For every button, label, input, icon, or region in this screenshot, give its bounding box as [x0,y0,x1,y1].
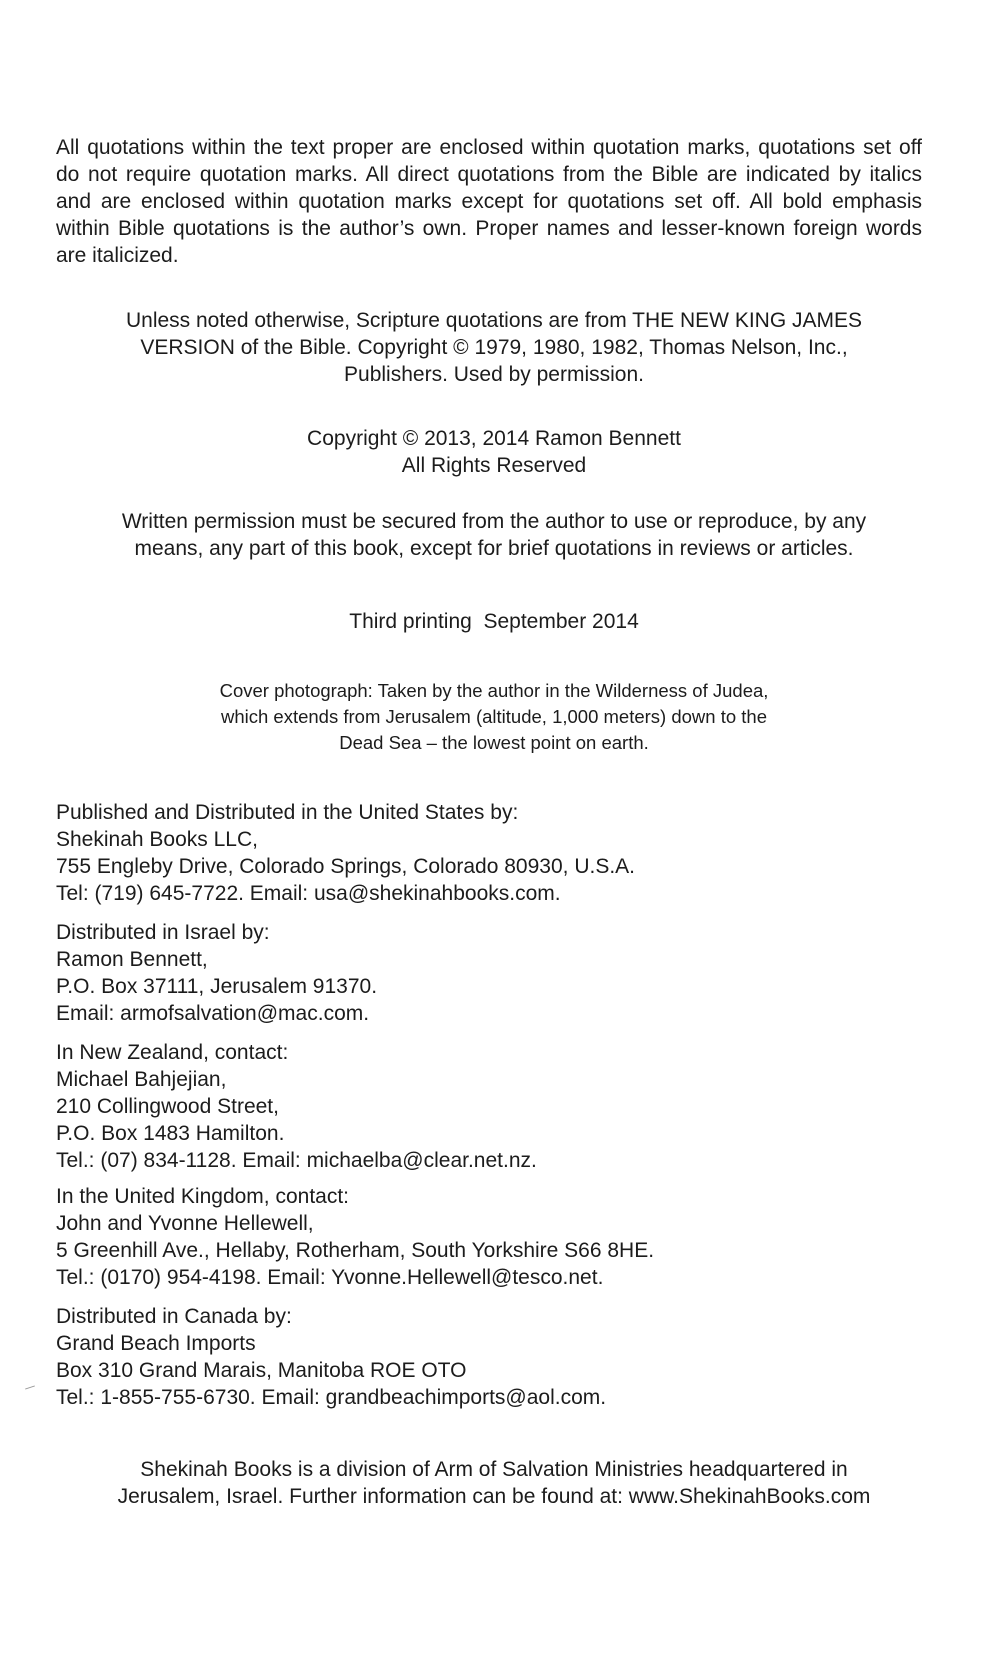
permission-line: Written permission must be secured from the author to use or reproduce, by any [121,510,867,533]
distributor-heading: Published and Distributed in the United States by: [56,801,519,824]
scan-mark [25,1385,35,1389]
distributor-contact: Email: armofsalvation@mac.com. [56,1002,370,1025]
distributor-canada [56,1303,922,1411]
distributor-israel [56,919,922,1027]
distributor-name: John and Yvonne Hellewell, [56,1212,314,1235]
distributor-name: Shekinah Books LLC, [56,828,258,851]
permission-notice [40,508,948,562]
printing-notice [40,608,948,635]
permission-line: means, any part of this book, except for brief quotations in reviews or articles. [134,537,854,560]
distributor-address: P.O. Box 1483 Hamilton. [56,1122,285,1145]
distributor-name: Grand Beach Imports [56,1332,256,1355]
cover-photo-credit [40,678,948,756]
distributor-united-kingdom [56,1183,922,1291]
footer-line: Shekinah Books is a division of Arm of Salvation Ministries headquartered in [140,1458,848,1481]
distributor-name: Ramon Bennett, [56,948,208,971]
distributor-contact: Tel.: (07) 834-1128. Email: michaelba@clear.net.nz. [56,1149,537,1172]
quotations-paragraph-text: All quotations within the text proper are enclosed within quotation marks, quotations set off do not require quotation marks. All direct quotations from the Bible are indicated by italics and are enclosed within quotation marks except for quotations set off. All bold emphasis within Bible quotations is the author’s own. Proper names and lesser-known foreign words are italicized. [56,136,922,267]
distributor-contact: Tel.: (0170) 954-4198. Email: Yvonne.Hellewell@tesco.net. [56,1266,604,1289]
copyright-notice [40,425,948,479]
scripture-notice-line: Unless noted otherwise, Scripture quotations are from THE NEW KING JAMES [125,309,863,332]
distributor-usa [56,799,922,907]
cover-photo-line: which extends from Jerusalem (altitude, 1,000 meters) down to the [220,706,767,727]
distributor-new-zealand [56,1039,922,1174]
distributor-heading: In the United Kingdom, contact: [56,1185,350,1208]
cover-photo-line: Cover photograph: Taken by the author in the Wilderness of Judea, [219,680,769,701]
distributor-address: P.O. Box 37111, Jerusalem 91370. [56,975,378,998]
distributor-heading: In New Zealand, contact: [56,1041,289,1064]
distributor-contact: Tel: (719) 645-7722. Email: usa@shekinahbooks.com. [56,882,561,905]
scripture-notice-line: VERSION of the Bible. Copyright © 1979, 1980, 1982, Thomas Nelson, Inc., [140,336,848,359]
distributor-address: 210 Collingwood Street, [56,1095,279,1118]
printing-line: Third printing September 2014 [349,610,639,633]
copyright-line: Copyright © 2013, 2014 Ramon Bennett [307,427,681,450]
footer-line: Jerusalem, Israel. Further information can be found at: www.ShekinahBooks.com [117,1485,871,1508]
distributor-address: Box 310 Grand Marais, Manitoba ROE OTO [56,1359,467,1382]
distributor-heading: Distributed in Israel by: [56,921,270,944]
publisher-footer [40,1456,948,1510]
distributor-address: 5 Greenhill Ave., Hellaby, Rotherham, South Yorkshire S66 8HE. [56,1239,655,1262]
scripture-notice-line: Publishers. Used by permission. [344,363,644,386]
distributor-heading: Distributed in Canada by: [56,1305,292,1328]
quotations-paragraph [56,134,922,269]
distributor-name: Michael Bahjejian, [56,1068,227,1091]
distributor-contact: Tel.: 1-855-755-6730. Email: grandbeachimports@aol.com. [56,1386,607,1409]
scripture-notice [40,307,948,388]
rights-reserved-line: All Rights Reserved [401,454,587,477]
distributor-address: 755 Engleby Drive, Colorado Springs, Colorado 80930, U.S.A. [56,855,635,878]
cover-photo-line: Dead Sea – the lowest point on earth. [339,732,649,753]
